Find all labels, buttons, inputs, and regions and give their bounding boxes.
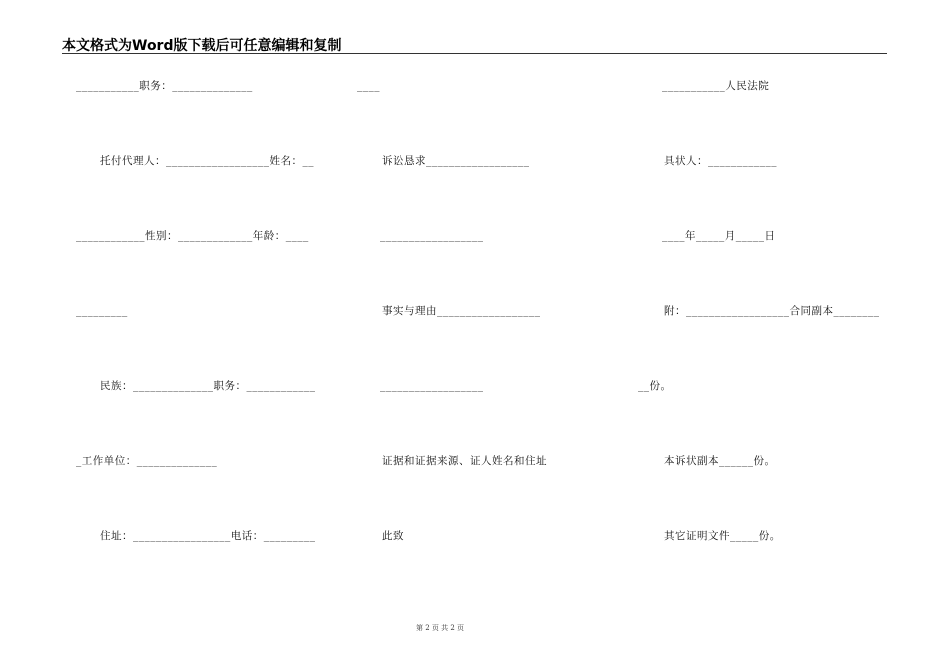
- left-line-3: ____________性别：_____________年龄：____: [76, 230, 309, 242]
- right-line-6: 本诉状副本______份。: [664, 455, 776, 467]
- right-line-2: 具状人：____________: [664, 155, 777, 167]
- right-line-5: __份。: [638, 380, 672, 392]
- middle-line-7: 此致: [382, 530, 404, 542]
- right-line-7: 其它证明文件_____份。: [664, 530, 781, 542]
- middle-line-3: __________________: [380, 230, 484, 242]
- right-line-3: ____年_____月_____日: [662, 230, 776, 242]
- right-line-4: 附：__________________合同副本________: [664, 305, 880, 317]
- left-line-2: 托付代理人：__________________姓名：__: [100, 155, 314, 167]
- right-line-1: ___________人民法院: [662, 80, 770, 92]
- middle-line-5: __________________: [380, 380, 484, 392]
- middle-line-2: 诉讼恳求__________________: [382, 155, 530, 167]
- left-line-5: 民族：______________职务：____________: [100, 380, 316, 392]
- left-line-6: _工作单位：______________: [76, 455, 218, 467]
- left-line-1: ___________职务：______________: [76, 80, 253, 92]
- header-divider: [62, 53, 887, 54]
- left-line-4: _________: [76, 305, 128, 317]
- middle-line-6: 证据和证据来源、证人姓名和住址: [382, 455, 547, 467]
- middle-line-1: ____: [357, 80, 380, 92]
- document-header-title: 本文格式为Word版下载后可任意编辑和复制: [62, 38, 342, 54]
- middle-line-4: 事实与理由__________________: [382, 305, 541, 317]
- left-line-7: 住址：_________________电话：_________: [100, 530, 316, 542]
- page-number: 第 2 页 共 2 页: [415, 624, 465, 632]
